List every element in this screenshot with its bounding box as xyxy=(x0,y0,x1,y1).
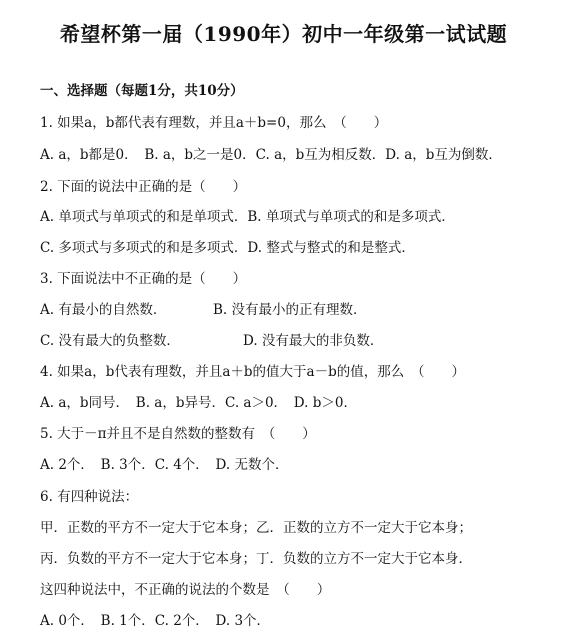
q3-options-ab xyxy=(40,298,367,318)
q2-stem: 2. 下面的说法中正确的是（ ） xyxy=(40,179,247,195)
q3-option-b: B. 没有最小的正有理数． xyxy=(213,302,367,318)
q3-options-cd xyxy=(40,329,383,349)
q3-stem: 3. 下面说法中不正确的是（ ） xyxy=(40,271,247,287)
q4-stem: 4. 如果a，b代表有理数，并且a＋b的值大于a－b的值，那么 （ ） xyxy=(40,364,465,380)
q6-options: A. 0个． B. 1个．C. 2个． D. 3个． xyxy=(40,613,271,629)
q6-question: 这四种说法中，不正确的说法的个数是 （ ） xyxy=(40,582,331,598)
q2-options-cd: C. 多项式与多项式的和是多项式．D. 整式与整式的和是整式． xyxy=(40,240,415,256)
q5-stem: 5. 大于－π并且不是自然数的整数有 （ ） xyxy=(40,426,316,442)
q3-option-d: D. 没有最大的非负数． xyxy=(243,333,384,349)
q6-statement-2: 丙．负数的平方不一定大于它本身；丁．负数的立方不一定大于它本身． xyxy=(40,551,472,567)
q3-option-c: C. 没有最大的负整数． xyxy=(40,333,180,349)
q3-option-a: A. 有最小的自然数． xyxy=(40,302,167,318)
page-title: 希望杯第一届（1990年）初中一年级第一试试题 xyxy=(59,22,508,46)
q5-options: A. 2个． B. 3个．C. 4个． D. 无数个． xyxy=(40,457,289,473)
q6-stem: 6. 有四种说法： xyxy=(40,489,139,505)
section-heading: 一、选择题（每题1分，共10分） xyxy=(40,83,244,99)
q4-options: A. a，b同号． B. a，b异号．C. a＞0． D. b＞0． xyxy=(40,395,357,411)
q1-stem: 1. 如果a，b都代表有理数，并且a＋b=0，那么 （ ） xyxy=(40,115,388,131)
q1-options: A. a，b都是0． B. a，b之一是0．C. a，b互为相反数．D. a，b互为倒数． xyxy=(40,147,502,163)
q2-options-ab: A. 单项式与单项式的和是单项式．B. 单项式与单项式的和是多项式． xyxy=(40,209,455,225)
q6-statement-1: 甲．正数的平方不一定大于它本身；乙．正数的立方不一定大于它本身； xyxy=(40,520,472,536)
